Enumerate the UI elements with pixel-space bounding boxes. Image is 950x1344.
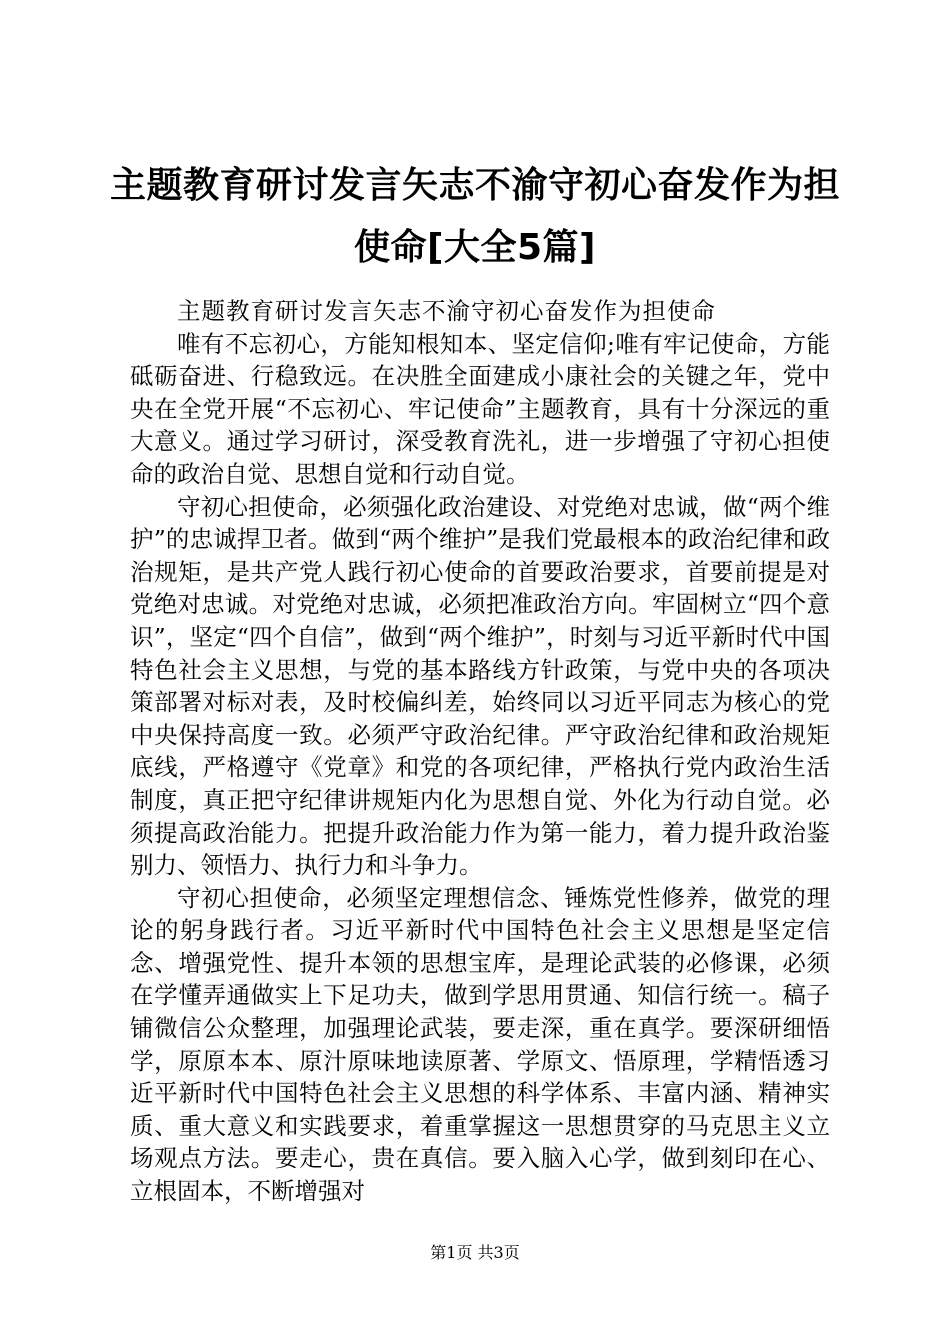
body-paragraph-3: 守初心担使命，必须坚定理想信念、锤炼党性修养，做党的理论的躬身践行者。习近平新时代中国特色社会主义思想是坚定信念、增强党性、提升本领的思想宝库，是理论武装的必修课，必须在学懂弄通做实上下足功夫，做到学思用贯通、知信行统一。稿子铺微信公众整理，加强理论武装，要走深，重在真学。要深研细悟学，原原本本、原汁原味地读原著、学原文、悟原理，学精悟透习近平新时代中国特色社会主义思想的科学体系、丰富内涵、精神实质、重大意义和实践要求，着重掌握这一思想贯穿的马克思主义立场观点方法。要走心，贵在真信。要入脑入心学，做到刻印在心、立根固本，不断增强对 [130,883,830,1206]
page-indicator: 第1页 共3页 [430,1243,520,1262]
document-subtitle: 主题教育研讨发言矢志不渝守初心奋发作为担使命 [177,297,716,325]
body-paragraph-1: 唯有不忘初心，方能知根知本、坚定信仰;唯有牢记使命，方能砥砺奋进、行稳致远。在决胜全面建成小康社会的关键之年，党中央在全党开展“不忘初心、牢记使命”主题教育，具有十分深远的重大意义。通过学习研讨，深受教育洗礼，进一步增强了守初心担使命的政治自觉、思想自觉和行动自觉。 [130,329,830,488]
document-title [100,155,850,279]
document-title-line-1: 主题教育研讨发言矢志不渝守初心奋发作为担 [109,165,840,206]
document-title-line-2: 使命[大全5篇] [354,227,596,268]
body-paragraph-2: 守初心担使命，必须强化政治建设、对党绝对忠诚，做“两个维护”的忠诚捍卫者。做到“两个维护”是我们党最根本的政治纪律和政治规矩，是共产党人践行初心使命的首要政治要求，首要前提是对党绝对忠诚。对党绝对忠诚，必须把准政治方向。牢固树立“四个意识”，坚定“四个自信”，做到“两个维护”，时刻与习近平新时代中国特色社会主义思想，与党的基本路线方针政策，与党中央的各项决策部署对标对表，及时校偏纠差，始终同以习近平同志为核心的党中央保持高度一致。必须严守政治纪律。严守政治纪律和政治规矩底线，严格遵守《党章》和党的各项纪律，严格执行党内政治生活制度，真正把守纪律讲规矩内化为思想自觉、外化为行动自觉。必须提高政治能力。把提升政治能力作为第一能力，着力提升政治鉴别力、领悟力、执行力和斗争力。 [130,492,830,880]
page-footer [0,1242,950,1264]
document-body [130,295,830,1208]
